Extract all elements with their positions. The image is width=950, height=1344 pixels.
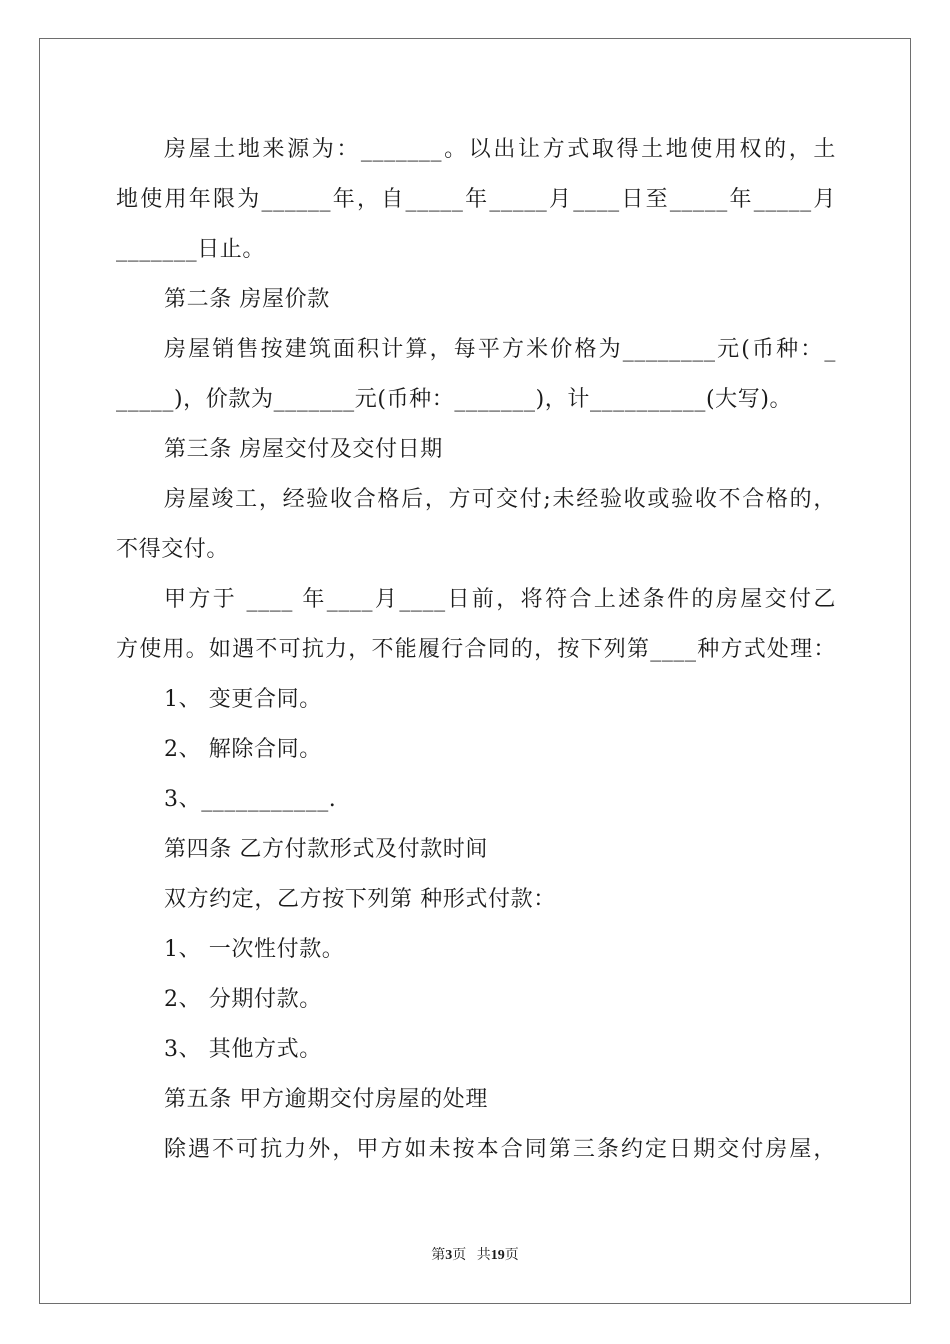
footer-total-suffix: 页	[504, 1248, 519, 1263]
text-line-land-term: 地使用年限为______年，自_____年_____月____日至_____年_____月	[116, 187, 836, 212]
footer-total-pages: 19	[490, 1248, 505, 1263]
text-line-land-term-end: _______日止。	[116, 237, 266, 262]
text-line-land-source: 房屋土地来源为：_______。以出让方式取得土地使用权的，土	[164, 137, 836, 162]
list-item-option-3: 3、___________.	[164, 787, 337, 812]
text-line-delivery-date: 甲方于 ____ 年____月____日前，将符合上述条件的房屋交付乙	[164, 587, 836, 612]
list-item-payment-3: 3、 其他方式。	[164, 1037, 322, 1062]
text-line-price-basis: 房屋销售按建筑面积计算，每平方米价格为________元(币种：_	[164, 337, 836, 362]
text-line-delivery-condition-end: 不得交付。	[116, 537, 230, 562]
section-heading-article-4: 第四条 乙方付款形式及付款时间	[164, 837, 488, 862]
text-line-price-total: _____)，价款为_______元(币种：_______)，计__________(大写)。	[116, 387, 793, 412]
section-heading-article-5: 第五条 甲方逾期交付房屋的处理	[164, 1087, 488, 1112]
footer-page-suffix: 页	[452, 1248, 467, 1263]
footer-page-number: 3	[445, 1248, 453, 1263]
text-line-late-delivery: 除遇不可抗力外，甲方如未按本合同第三条约定日期交付房屋，	[164, 1137, 836, 1162]
footer-page-prefix: 第	[431, 1248, 446, 1263]
section-heading-article-2: 第二条 房屋价款	[164, 287, 330, 312]
list-item-payment-2: 2、 分期付款。	[164, 987, 322, 1012]
page-footer	[0, 1246, 950, 1266]
footer-total-prefix: 共	[476, 1248, 491, 1263]
text-line-force-majeure: 方使用。如遇不可抗力，不能履行合同的，按下列第____种方式处理：	[116, 637, 836, 662]
list-item-option-1: 1、 变更合同。	[164, 687, 322, 712]
list-item-option-2: 2、 解除合同。	[164, 737, 322, 762]
text-line-delivery-condition: 房屋竣工，经验收合格后，方可交付;未经验收或验收不合格的，	[164, 487, 836, 512]
text-line-payment-form: 双方约定，乙方按下列第 种形式付款：	[164, 887, 556, 912]
section-heading-article-3: 第三条 房屋交付及交付日期	[164, 437, 443, 462]
list-item-payment-1: 1、 一次性付款。	[164, 937, 345, 962]
